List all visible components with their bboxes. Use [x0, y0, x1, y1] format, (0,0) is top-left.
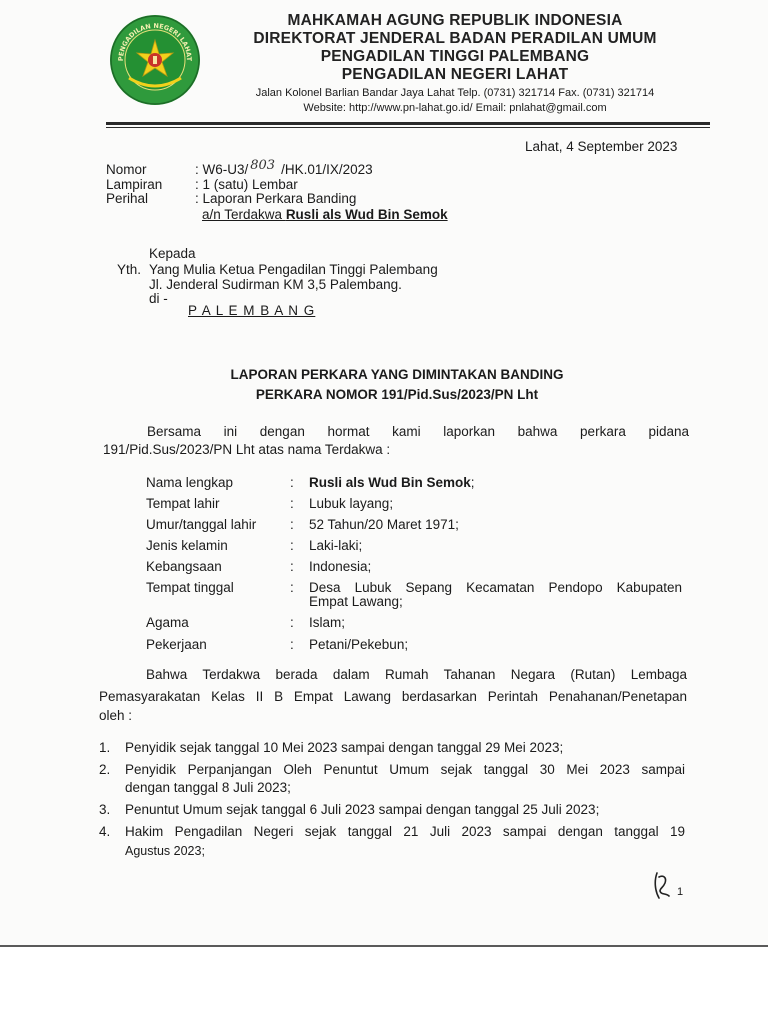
- list-text: Penyidik Perpanjangan Oleh Penuntut Umum sejak tanggal 30 Mei 2023 sampai: [125, 762, 685, 777]
- perihal-value: : Laporan Perkara Banding: [195, 191, 357, 206]
- identity-row: [0, 538, 768, 555]
- identity-value: Islam;: [309, 615, 346, 630]
- report-title: LAPORAN PERKARA YANG DIMINTAKAN BANDING: [230, 367, 564, 382]
- identity-label: Agama: [146, 615, 189, 630]
- list-item: [0, 740, 768, 757]
- list-item: [0, 824, 768, 858]
- recipient-kepada: Kepada: [149, 246, 196, 261]
- identity-colon: :: [290, 637, 294, 652]
- perihal-label: Perihal: [106, 191, 149, 206]
- identity-colon: :: [290, 475, 294, 490]
- identity-label: Pekerjaan: [146, 637, 207, 652]
- letterhead-line4: PENGADILAN NEGERI LAHAT: [341, 66, 569, 83]
- list-number: 4.: [99, 824, 111, 839]
- logo-text: PENGADILAN NEGERI LAHAT: [116, 21, 194, 62]
- list-text: Penyidik sejak tanggal 10 Mei 2023 sampai dengan tanggal 29 Mei 2023;: [125, 740, 564, 755]
- identity-value: Desa Lubuk Sepang Kecamatan Pendopo Kabupaten: [309, 580, 682, 595]
- nomor-handwritten: 803: [250, 158, 276, 173]
- identity-row: [0, 615, 768, 632]
- report-case-number: PERKARA NOMOR 191/Pid.Sus/2023/PN Lht: [255, 387, 539, 402]
- defendant-name: Rusli als Wud Bin Semok: [309, 475, 471, 490]
- perihal-defendant-name: Rusli als Wud Bin Semok: [285, 207, 448, 222]
- letterhead: [215, 12, 695, 116]
- list-text: Hakim Pengadilan Negeri sejak tanggal 21 Juli 2023 sampai dengan tanggal 19: [125, 824, 685, 839]
- nomor-suffix: /HK.01/IX/2023: [281, 162, 373, 177]
- letterhead-line1: MAHKAMAH AGUNG REPUBLIK INDONESIA: [287, 12, 623, 29]
- recipient-line3: di -: [149, 291, 168, 306]
- identity-colon: :: [290, 538, 294, 553]
- identity-row: [0, 517, 768, 534]
- header-rule-thick: [106, 122, 710, 125]
- identity-row: [0, 496, 768, 513]
- perihal-prefix: a/n Terdakwa: [202, 207, 286, 222]
- recipient-yth: Yth.: [117, 262, 142, 277]
- recipient-line1: Yang Mulia Ketua Pengadilan Tinggi Palembang: [149, 262, 438, 277]
- identity-row: [0, 475, 768, 492]
- identity-row: [0, 580, 768, 614]
- value-suffix: ;: [470, 475, 475, 490]
- list-number: 2.: [99, 762, 111, 777]
- lampiran-label: Lampiran: [106, 177, 163, 192]
- list-item: [0, 762, 768, 796]
- intro-line2: 191/Pid.Sus/2023/PN Lht atas nama Terdakwa :: [103, 442, 391, 457]
- header-rule-thin: [106, 127, 710, 128]
- nomor-prefix: : W6-U3/: [195, 162, 249, 177]
- recipient-city: P A L E M B A N G: [188, 303, 316, 318]
- detention-line1: Bahwa Terdakwa berada dalam Rumah Tahanan Negara (Rutan) Lembaga: [146, 667, 687, 682]
- identity-colon: :: [290, 517, 294, 532]
- list-number: 3.: [99, 802, 111, 817]
- detention-line2: Pemasyarakatan Kelas II B Empat Lawang berdasarkan Perintah Penahanan/Penetapan: [99, 689, 687, 704]
- identity-label: Tempat lahir: [146, 496, 220, 511]
- identity-value: Petani/Pekebun;: [309, 637, 409, 652]
- paraf-initial-icon: [651, 871, 675, 901]
- recipient-line2: Jl. Jenderal Sudirman KM 3,5 Palembang.: [149, 277, 402, 292]
- identity-label: Kebangsaan: [146, 559, 222, 574]
- court-logo: [109, 14, 201, 106]
- nomor-label: Nomor: [106, 162, 147, 177]
- page-number: 1: [677, 886, 684, 898]
- identity-value: [309, 475, 475, 490]
- lampiran-value: : 1 (satu) Lembar: [195, 177, 298, 192]
- letterhead-web: Website: http://www.pn-lahat.go.id/ Email: pnlahat@gmail.com: [303, 102, 607, 114]
- letter-date: Lahat, 4 September 2023: [525, 139, 678, 154]
- identity-value: Indonesia;: [309, 559, 372, 574]
- perihal-subject: [202, 206, 448, 223]
- identity-colon: :: [290, 615, 294, 630]
- list-number: 1.: [99, 740, 111, 755]
- list-text: Penuntut Umum sejak tanggal 6 Juli 2023 sampai dengan tanggal 25 Juli 2023;: [125, 802, 600, 817]
- identity-value: 52 Tahun/20 Maret 1971;: [309, 517, 459, 532]
- identity-value: Lubuk layang;: [309, 496, 394, 511]
- detention-line3: oleh :: [99, 708, 133, 723]
- letterhead-address: Jalan Kolonel Barlian Bandar Jaya Lahat Telp. (0731) 321714 Fax. (0731) 321714: [255, 87, 655, 99]
- intro-line1: Bersama ini dengan hormat kami laporkan bahwa perkara pidana: [147, 424, 689, 439]
- list-item: [0, 802, 768, 819]
- identity-label: Tempat tinggal: [146, 580, 234, 595]
- identity-colon: :: [290, 559, 294, 574]
- identity-row: [0, 559, 768, 576]
- letterhead-line3: PENGADILAN TINGGI PALEMBANG: [320, 48, 590, 65]
- identity-row: [0, 637, 768, 654]
- list-text-cont: Agustus 2023;: [125, 844, 205, 858]
- identity-colon: :: [290, 496, 294, 511]
- identity-value: Laki-laki;: [309, 538, 363, 553]
- identity-value-cont: Empat Lawang;: [309, 594, 403, 609]
- identity-label: Umur/tanggal lahir: [146, 517, 257, 532]
- identity-label: Jenis kelamin: [146, 538, 228, 553]
- letterhead-line2: DIREKTORAT JENDERAL BADAN PERADILAN UMUM: [253, 30, 657, 47]
- identity-label: Nama lengkap: [146, 475, 234, 490]
- identity-colon: :: [290, 580, 294, 595]
- list-text-cont: dengan tanggal 8 Juli 2023;: [125, 780, 291, 795]
